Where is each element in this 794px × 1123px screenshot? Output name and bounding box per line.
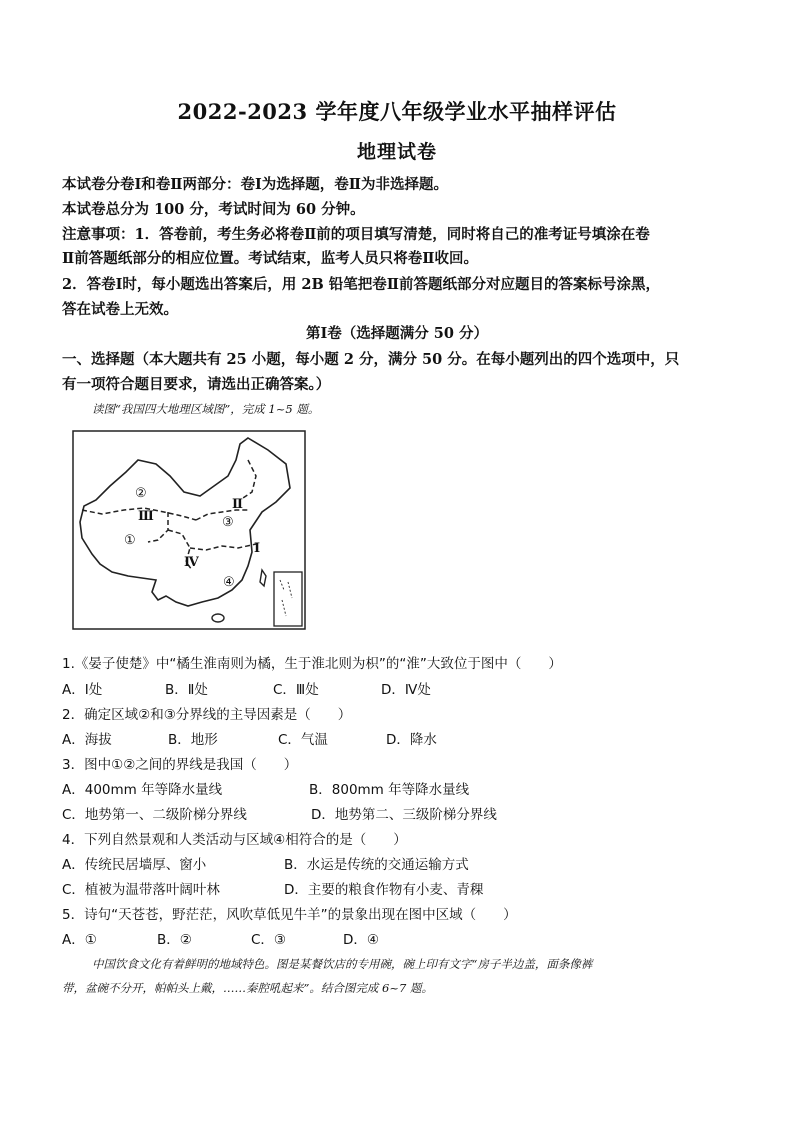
china-regions-map	[72, 430, 306, 630]
map-label-line-1: Ⅰ	[254, 541, 261, 556]
q2-option-b: B．地形	[168, 732, 218, 748]
instruction-line: Ⅱ前答题纸部分的相应位置。考试结束，监考人员只将卷Ⅱ收回。	[62, 250, 478, 267]
instruction-line: 本试卷总分为 100 分，考试时间为 60 分钟。	[62, 201, 365, 218]
q3-option-a: A．400mm 年等降水量线	[62, 782, 223, 798]
q5-option-c: C．③	[251, 932, 287, 948]
q3-option-d: D．地势第二、三级阶梯分界线	[311, 807, 497, 823]
q3-option-b: B．800mm 年等降水量线	[309, 782, 470, 798]
passage-line: 中国饮食文化有着鲜明的地域特色。图是某餐饮店的专用碗，碗上印有文字“房子半边盖，面条像裤	[92, 957, 593, 971]
q2-option-a: A．海拔	[62, 732, 112, 748]
q5-option-a: A．①	[62, 932, 97, 948]
part1-title: 第Ⅰ卷（选择题满分 50 分）	[305, 325, 489, 342]
south-sea-inset	[274, 572, 302, 626]
section-heading: 一、选择题（本大题共有 25 小题，每小题 2 分，满分 50 分。在每小题列出的四个选项中，只	[62, 351, 680, 368]
map-intro: 读图“我国四大地理区域图”，完成 1~5 题。	[92, 402, 320, 416]
map-label-line-2: Ⅱ	[232, 497, 243, 512]
section-heading: 有一项符合题目要求，请选出正确答案。）	[62, 376, 331, 393]
question-1-stem: 1.《晏子使楚》中“橘生淮南则为橘，生于淮北则为枳”的“淮”大致位于图中（ ）	[62, 656, 562, 672]
map-label-region-1: ①	[124, 533, 136, 548]
instruction-line: 2．答卷Ⅰ时，每小题选出答案后，用 2B 铅笔把卷Ⅱ前答题纸部分对应题目的答案标号涂黑，	[62, 276, 661, 293]
q1-option-c: C．Ⅲ处	[273, 682, 319, 698]
q3-option-c: C．地势第一、二级阶梯分界线	[62, 807, 247, 823]
exam-title: 2022-2023 学年度八年级学业水平抽样评估	[177, 99, 617, 124]
question-3-stem: 3．图中①②之间的界线是我国（ ）	[62, 757, 298, 773]
map-label-region-4: ④	[223, 575, 235, 590]
exam-subject: 地理试卷	[356, 141, 437, 163]
question-4-stem: 4．下列自然景观和人类活动与区域④相符合的是（ ）	[62, 832, 407, 848]
map-label-region-2: ②	[135, 486, 147, 501]
q4-option-a: A．传统民居墙厚、窗小	[62, 857, 207, 873]
instruction-line: 答在试卷上无效。	[62, 301, 178, 318]
passage-line: 带，盆碗不分开，帕帕头上戴，……秦腔吼起来”。结合图完成 6~7 题。	[62, 981, 433, 995]
map-label-line-4: Ⅳ	[184, 555, 199, 570]
map-label-line-3: Ⅲ	[138, 509, 154, 524]
map-frame	[73, 431, 305, 629]
map-figure	[72, 430, 306, 630]
instruction-line: 本试卷分卷Ⅰ和卷Ⅱ两部分：卷Ⅰ为选择题，卷Ⅱ为非选择题。	[62, 176, 449, 193]
q4-option-c: C．植被为温带落叶阔叶林	[62, 882, 220, 898]
q2-option-d: D．降水	[386, 732, 437, 748]
instruction-line: 注意事项：1．答卷前，考生务必将卷Ⅱ前的项目填写清楚，同时将自己的准考证号填涂在卷	[62, 226, 650, 243]
question-5-stem: 5．诗句“天苍苍，野茫茫，风吹草低见牛羊”的景象出现在图中区域（ ）	[62, 907, 517, 923]
q1-option-d: D．Ⅳ处	[381, 682, 431, 698]
map-label-region-3: ③	[222, 515, 234, 530]
q4-option-d: D．主要的粮食作物有小麦、青稞	[284, 882, 484, 898]
q4-option-b: B．水运是传统的交通运输方式	[284, 857, 469, 873]
q1-option-b: B．Ⅱ处	[165, 682, 208, 698]
question-2-stem: 2．确定区域②和③分界线的主导因素是（ ）	[62, 707, 352, 723]
q1-option-a: A．Ⅰ处	[62, 682, 103, 698]
q2-option-c: C．气温	[278, 732, 328, 748]
q5-option-b: B．②	[157, 932, 192, 948]
q5-option-d: D．④	[343, 932, 379, 948]
